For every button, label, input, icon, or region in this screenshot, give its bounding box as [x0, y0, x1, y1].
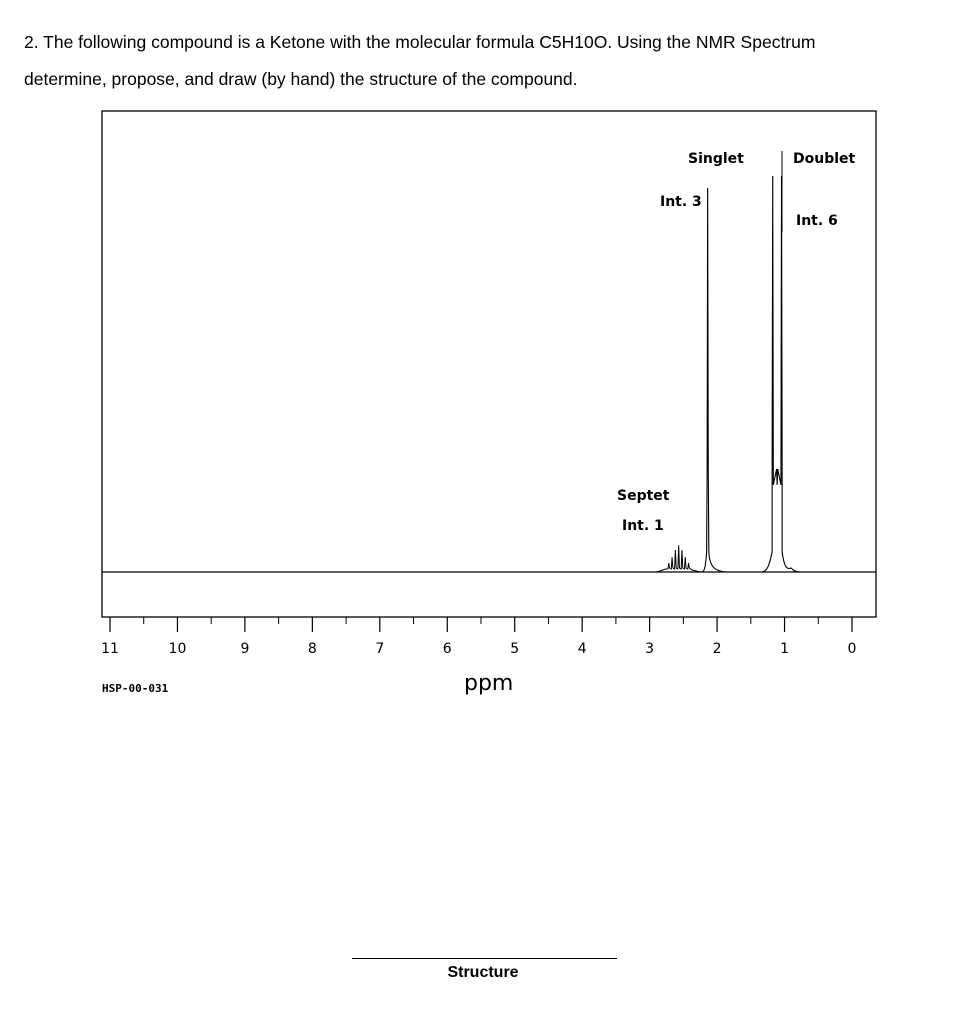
tick-label-2: 2 [712, 641, 722, 657]
septet-peak [656, 545, 702, 572]
plot-frame [102, 111, 876, 617]
x-axis-title: ppm [464, 671, 514, 696]
tick-label-3: 3 [645, 641, 655, 657]
int-6-label: Int. 6 [796, 213, 838, 229]
question-line-2: determine, propose, and draw (by hand) the structure of the compound. [24, 69, 578, 89]
x-axis [101, 617, 856, 657]
int-1-label: Int. 1 [622, 518, 664, 534]
singlet-peak [702, 188, 726, 572]
tick-label-6: 6 [442, 641, 452, 657]
doublet-peak [761, 176, 803, 572]
tick-label-10: 10 [168, 641, 187, 657]
structure-answer-line [352, 958, 617, 959]
tick-label-9: 9 [240, 641, 250, 657]
singlet-label: Singlet [688, 151, 744, 167]
tick-label-4: 4 [577, 641, 587, 657]
tick-label-1: 1 [780, 641, 790, 657]
doublet-label: Doublet [793, 151, 856, 167]
question-line-1: 2. The following compound is a Ketone with the molecular formula C5H10O. Using the NMR Spectrum [24, 32, 816, 52]
tick-label-11: 11 [101, 641, 119, 657]
tick-label-8: 8 [307, 641, 317, 657]
int-3-label: Int. 3 [660, 194, 702, 210]
structure-label: Structure [447, 964, 519, 981]
tick-label-0: 0 [847, 641, 857, 657]
septet-label: Septet [617, 488, 670, 504]
tick-label-7: 7 [375, 641, 385, 657]
tick-label-5: 5 [510, 641, 520, 657]
spectrum-code-label: HSP-00-031 [102, 682, 169, 695]
spectrum-peaks [656, 176, 803, 572]
